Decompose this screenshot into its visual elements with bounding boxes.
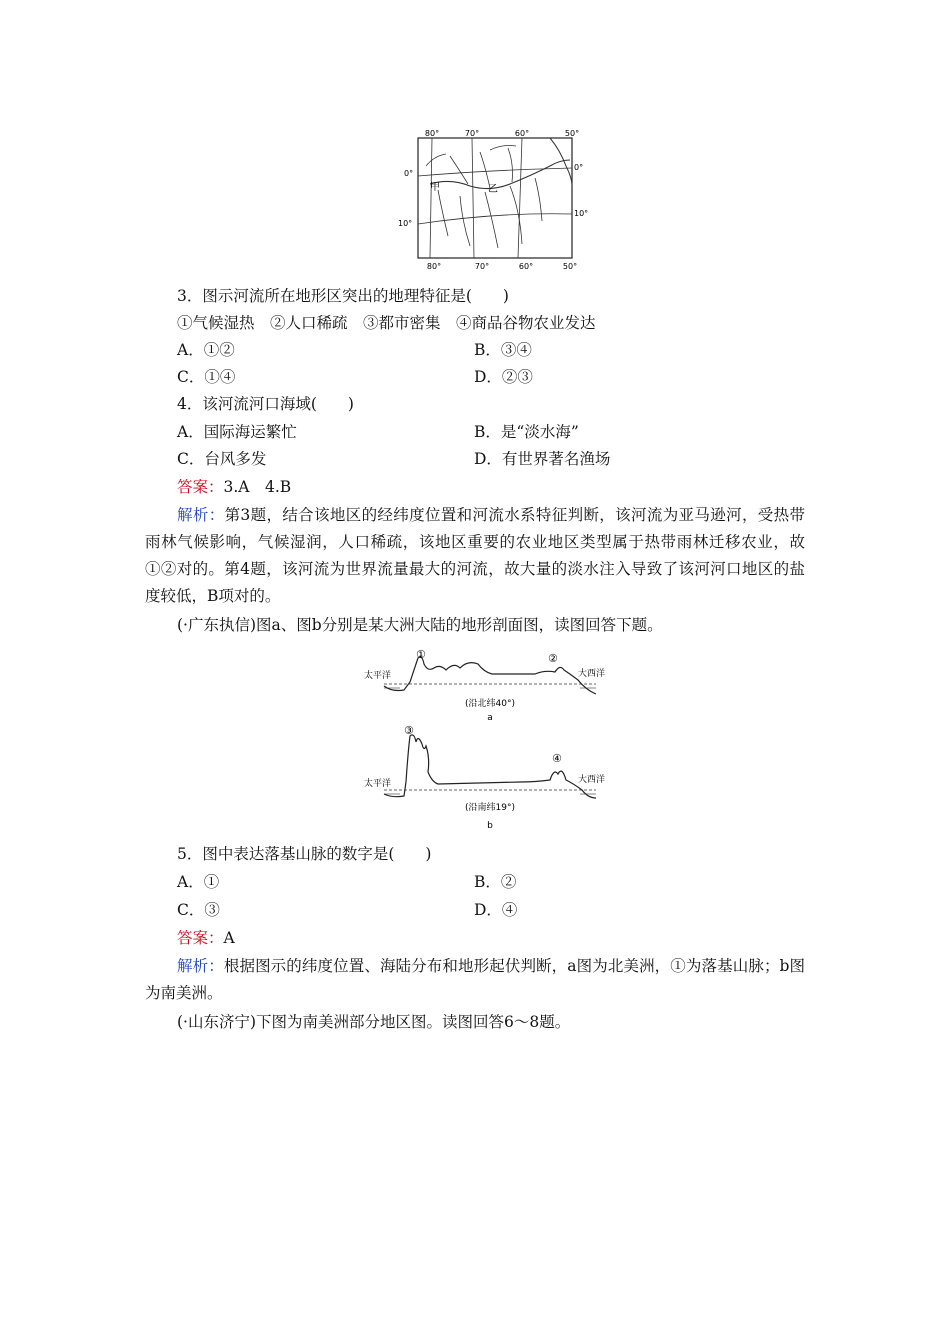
map-top-label: 60°	[514, 129, 530, 138]
profile-figure-b	[360, 722, 620, 834]
profile-a-right-ocean: 大西洋	[578, 669, 606, 679]
profile-a-mark-1: ①	[416, 648, 426, 661]
question-5-option-d: D．④	[474, 901, 518, 919]
map-left-label: 10°	[398, 219, 413, 228]
amazon-map-figure	[390, 126, 590, 272]
profile-b-mark-3: ③	[404, 724, 414, 737]
question-5-option-c: C．③	[177, 901, 220, 919]
question-4-option-a: A．国际海运繁忙	[177, 423, 297, 441]
map-bottom-label: 50°	[562, 262, 578, 271]
answer-value: A	[223, 929, 235, 947]
question-4-stem: 4．该河流河口海域( )	[177, 395, 354, 413]
answer-3-4	[177, 476, 291, 498]
explanation-label: 解析：	[177, 957, 224, 975]
explanation-label: 解析：	[177, 506, 225, 524]
question-6-8-intro: (·山东济宁)下图为南美洲部分地区图。读图回答6～8题。	[177, 1013, 571, 1031]
answer-value: 3.A 4.B	[223, 478, 292, 496]
profile-a-caption: (沿北纬40°)	[465, 699, 515, 709]
question-5-stem: 5．图中表达落基山脉的数字是( )	[177, 845, 432, 863]
question-5-option-b: B．②	[474, 873, 517, 891]
answer-5	[177, 927, 235, 949]
profile-b-right-ocean: 大西洋	[578, 775, 606, 785]
explanation-5	[145, 953, 805, 1007]
question-3-stem: 3．图示河流所在地形区突出的地理特征是( )	[177, 287, 509, 305]
explanation-text: 根据图示的纬度位置、海陆分布和地形起伏判断，a图为北美洲，①为落基山脉；b图为南美洲。	[145, 957, 805, 1002]
profile-a-letter: a	[487, 713, 493, 723]
map-left-label: 0°	[404, 169, 414, 178]
question-3-option-b: B．③④	[474, 341, 532, 359]
question-3-option-a: A．①②	[177, 341, 235, 359]
map-bottom-label: 80°	[426, 262, 442, 271]
map-top-label: 50°	[564, 129, 580, 138]
profile-b-left-ocean: 太平洋	[364, 779, 392, 789]
question-4-option-c: C．台风多发	[177, 450, 267, 468]
explanation-text: 第3题，结合该地区的经纬度位置和河流水系特征判断，该河流为亚马逊河，受热带雨林气候影响，气候湿润，人口稀疏，该地区重要的农业地区类型属于热带雨林迁移农业，故①②对的。第4题，该河流为世界流量最大的河流，故大量的淡水注入导致了该河河口地区的盐度较低，B项对的。	[145, 506, 805, 605]
map-bottom-label: 60°	[518, 262, 534, 271]
answer-label: 答案：	[177, 929, 224, 947]
question-3-items: ①气候湿热 ②人口稀疏 ③都市密集 ④商品谷物农业发达	[177, 314, 596, 332]
profile-a-mark-2: ②	[548, 652, 558, 665]
map-right-label: 0°	[574, 163, 584, 172]
explanation-3-4	[145, 502, 805, 610]
profile-b-caption: (沿南纬19°)	[465, 803, 515, 813]
map-bottom-label: 70°	[474, 262, 490, 271]
map-top-label: 70°	[464, 129, 480, 138]
profile-figure-a	[360, 646, 620, 724]
question-3-option-d: D．②③	[474, 368, 533, 386]
map-right-label: 10°	[574, 209, 589, 218]
map-place-jia: 甲	[430, 182, 440, 193]
profile-a-left-ocean: 太平洋	[364, 671, 392, 681]
question-3-option-c: C．①④	[177, 368, 236, 386]
map-top-label: 80°	[424, 129, 440, 138]
question-4-option-d: D．有世界著名渔场	[474, 450, 611, 468]
map-place-yi: 乙	[488, 184, 498, 195]
question-4-option-b: B．是“淡水海”	[474, 423, 579, 441]
answer-label: 答案：	[177, 478, 224, 496]
question-5-intro: (·广东执信)图a、图b分别是某大洲大陆的地形剖面图，读图回答下题。	[177, 616, 663, 634]
question-5-option-a: A．①	[177, 873, 220, 891]
profile-b-mark-4: ④	[552, 752, 562, 765]
profile-b-letter: b	[487, 821, 493, 831]
